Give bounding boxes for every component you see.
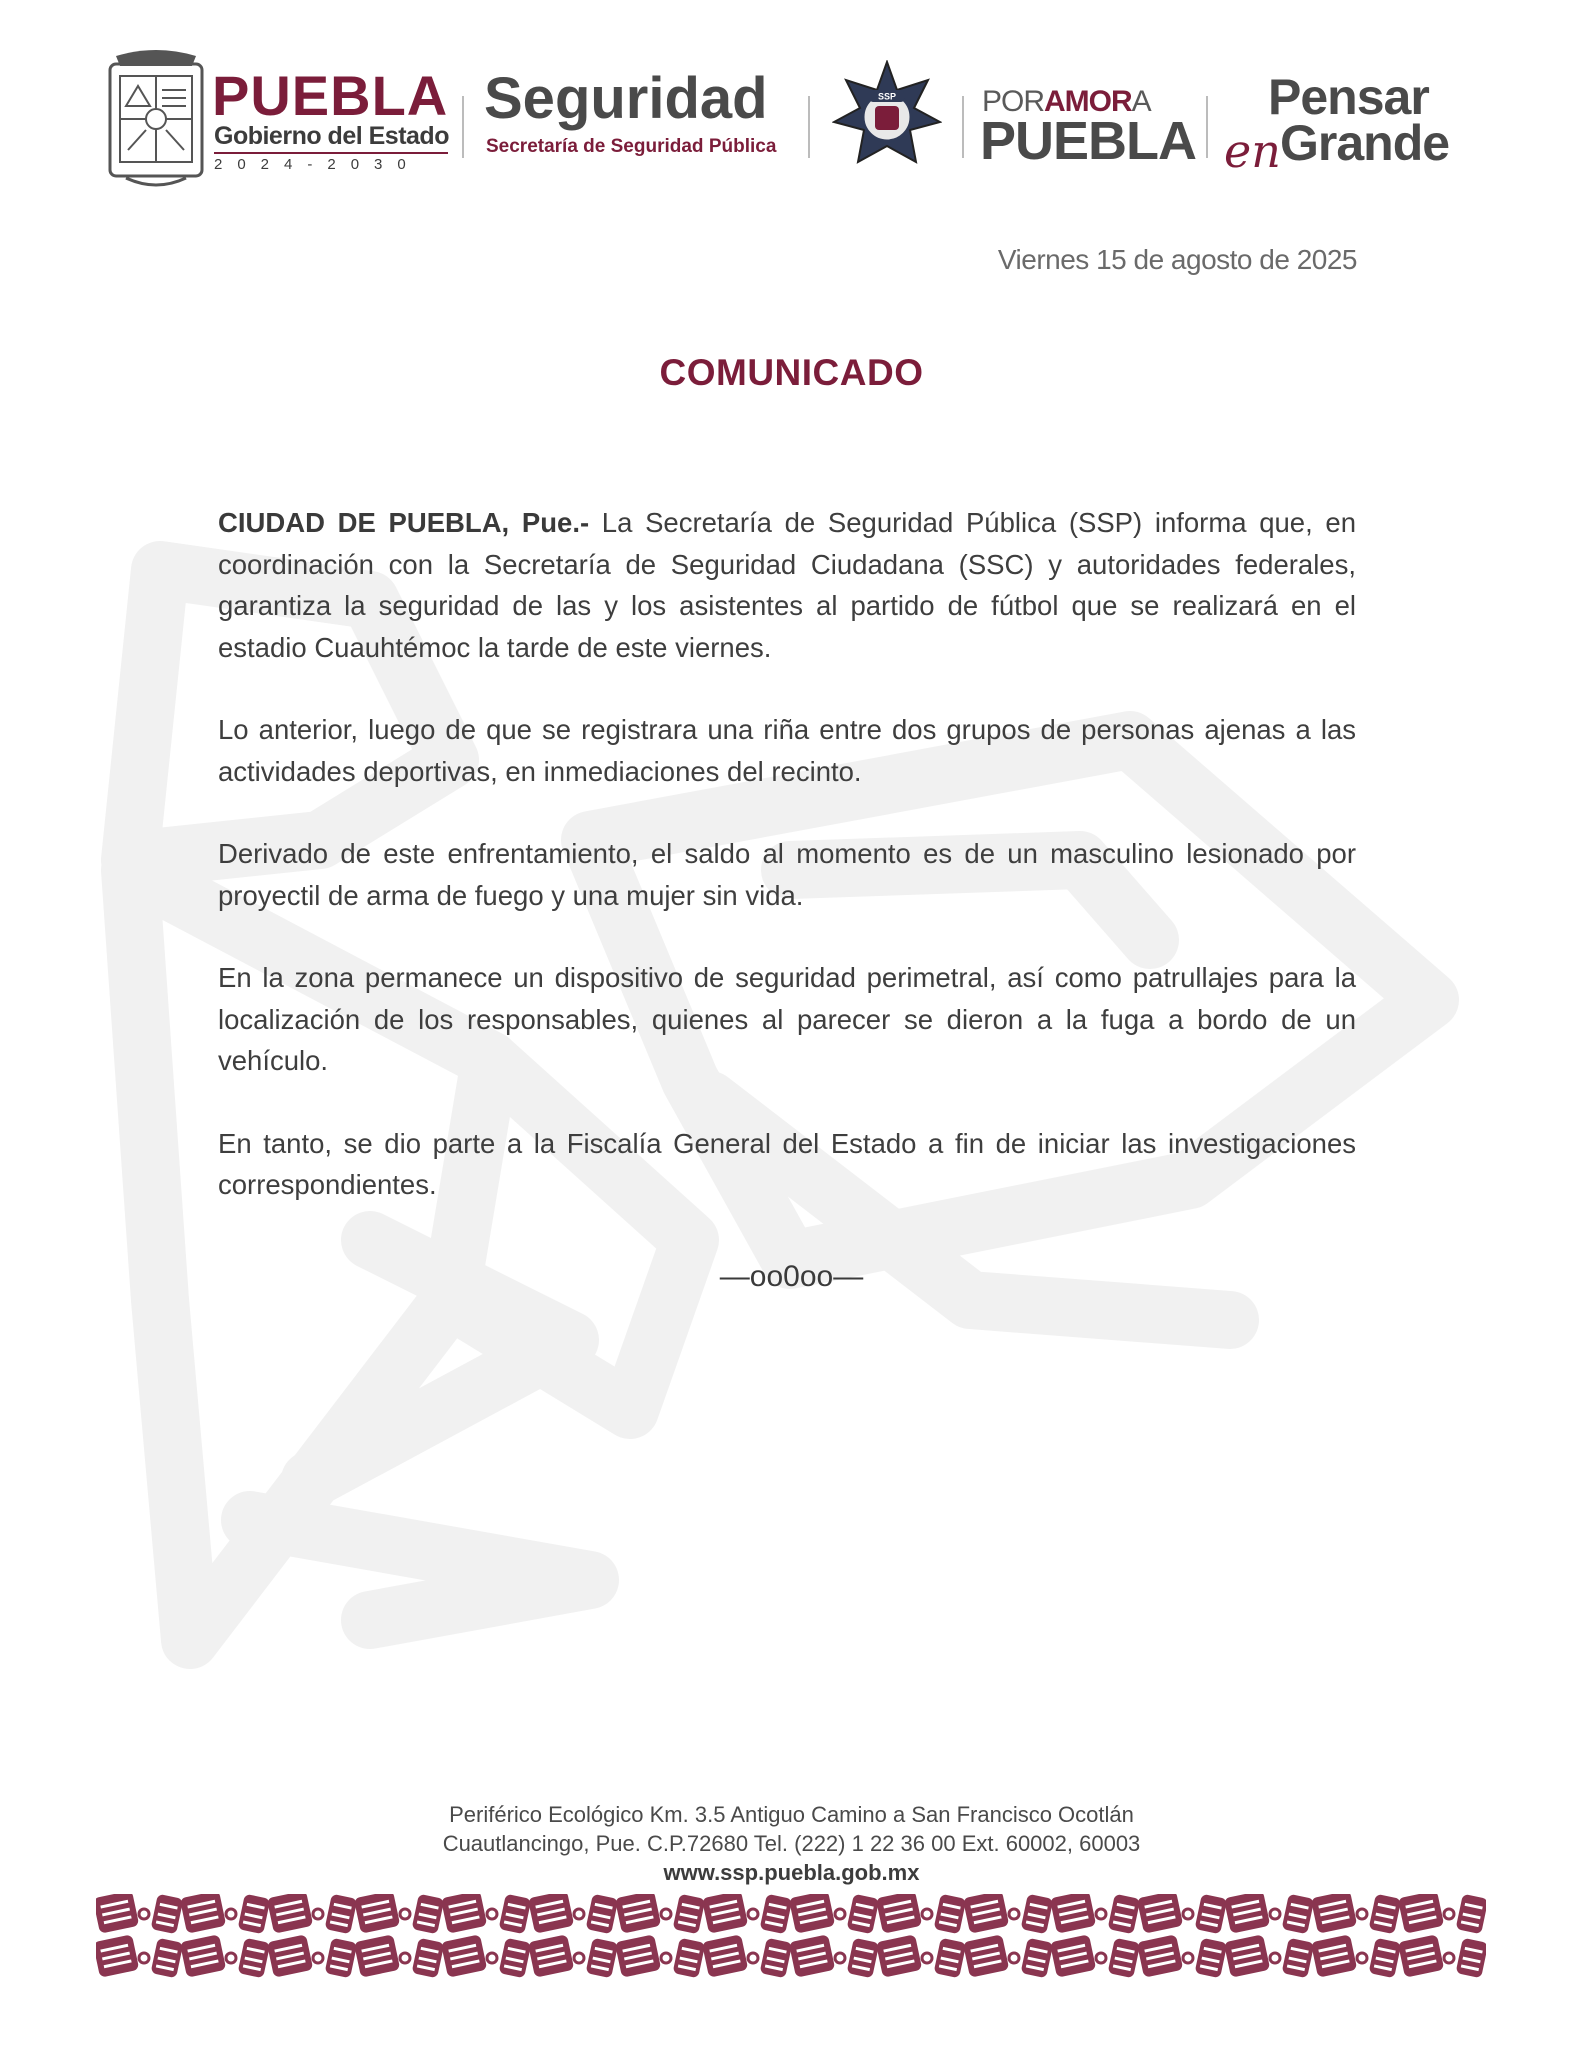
- pattern-motif: [354, 1934, 445, 1978]
- pattern-motif: [789, 1934, 880, 1978]
- pattern-motif: [963, 1934, 1054, 1978]
- dateline: CIUDAD DE PUEBLA, Pue.-: [218, 507, 590, 538]
- seguridad-subtitle: Secretaría de Seguridad Pública: [486, 136, 777, 157]
- puebla-logo-text: PUEBLA: [212, 64, 449, 127]
- pattern-motif: [963, 1894, 1054, 1934]
- divider: [462, 96, 464, 158]
- paragraph-3: Derivado de este enfrentamiento, el saldo al momento es de un masculino lesionado por proyectil de arma de fuego y una mujer sin vida.: [218, 838, 1356, 911]
- pattern-motif: [1050, 1934, 1141, 1978]
- pattern-motif: [528, 1934, 619, 1978]
- pattern-motif: [267, 1934, 358, 1978]
- divider: [962, 96, 964, 158]
- amor-text: AMOR: [1044, 85, 1132, 118]
- pattern-motif: [354, 1894, 445, 1934]
- pattern-motif: [1224, 1934, 1315, 1978]
- footer-website: www.ssp.puebla.gob.mx: [663, 1860, 920, 1885]
- gobierno-years: 2024-2030: [214, 152, 448, 174]
- a-text: A: [1131, 85, 1151, 118]
- grande-text: Grande: [1280, 115, 1450, 171]
- pattern-motif: [1311, 1894, 1402, 1934]
- pattern-motif: [615, 1894, 706, 1934]
- por-amor-puebla-text: PUEBLA: [980, 111, 1197, 171]
- coat-of-arms-icon: [106, 50, 206, 194]
- pattern-motif: [441, 1934, 532, 1978]
- pattern-motif: [1224, 1894, 1315, 1934]
- gobierno-subtitle: Gobierno del Estado: [214, 122, 449, 150]
- paragraph-2: Lo anterior, luego de que se registrara una riña entre dos grupos de personas ajenas a las actividades deportivas, en inmediaciones del recinto.: [218, 714, 1356, 787]
- divider: [808, 96, 810, 158]
- pattern-motif: [1137, 1894, 1228, 1934]
- badge-label: SSP: [877, 91, 897, 102]
- letterhead: [100, 48, 1480, 198]
- paragraph-4: En la zona permanece un dispositivo de seguridad perimetral, así como patrullajes para la localización de los responsables, quienes al parecer se dieron a la fuga a bordo de un vehículo.: [218, 962, 1356, 1076]
- pattern-motif: [1398, 1934, 1486, 1978]
- pattern-motif: [1311, 1934, 1402, 1978]
- paragraph-1-text: La Secretaría de Seguridad Pública (SSP) informa que, en coordinación con la Secretaría de Seguridad Ciudadana (SSC) y autoridades federales, garantiza la seguridad de las y los asistentes al partido de fútbol que se realizará en el estadio Cuauhtémoc la tarde de este viernes.: [218, 507, 1357, 663]
- pattern-motif: [615, 1934, 706, 1978]
- por-text: POR: [982, 85, 1045, 118]
- footer: [0, 1800, 1583, 1887]
- en-text: en: [1224, 124, 1281, 178]
- pensar-text: Pensar: [1268, 69, 1429, 125]
- footer-address-line-1: Periférico Ecológico Km. 3.5 Antiguo Camino a San Francisco Ocotlán: [449, 1802, 1134, 1827]
- pattern-motif: [528, 1894, 619, 1934]
- footer-address-line-2: Cuautlancingo, Pue. C.P.72680 Tel. (222) 1 22 36 00 Ext. 60002, 60003: [442, 1831, 1141, 1856]
- pattern-motif: [702, 1894, 793, 1934]
- pattern-motif: [180, 1894, 271, 1934]
- paragraph-1: [218, 502, 1356, 668]
- pattern-motif: [876, 1934, 967, 1978]
- pattern-motif: [1398, 1894, 1486, 1934]
- pattern-motif: [702, 1934, 793, 1978]
- closing-mark: —oo0oo—: [719, 1260, 864, 1293]
- pattern-motif: [1137, 1934, 1228, 1978]
- pattern-motif: [96, 1894, 183, 1934]
- decorative-border-pattern: [96, 1894, 1486, 1978]
- pattern-motif: [441, 1894, 532, 1934]
- paragraph-5: En tanto, se dio parte a la Fiscalía General del Estado a fin de iniciar las investigaciones correspondientes.: [218, 1127, 1356, 1200]
- pattern-motif: [1050, 1894, 1141, 1934]
- pattern-motif: [267, 1894, 358, 1934]
- police-star-badge-icon: [832, 60, 942, 170]
- document-title: COMUNICADO: [659, 352, 924, 393]
- document-date: Viernes 15 de agosto de 2025: [997, 244, 1357, 275]
- seguridad-logo-text: Seguridad: [484, 66, 768, 131]
- pattern-motif: [789, 1894, 880, 1934]
- document-body: [218, 502, 1356, 1247]
- pattern-motif: [876, 1894, 967, 1934]
- pattern-motif: [180, 1934, 271, 1978]
- divider: [1206, 96, 1208, 158]
- pattern-motif: [96, 1934, 183, 1978]
